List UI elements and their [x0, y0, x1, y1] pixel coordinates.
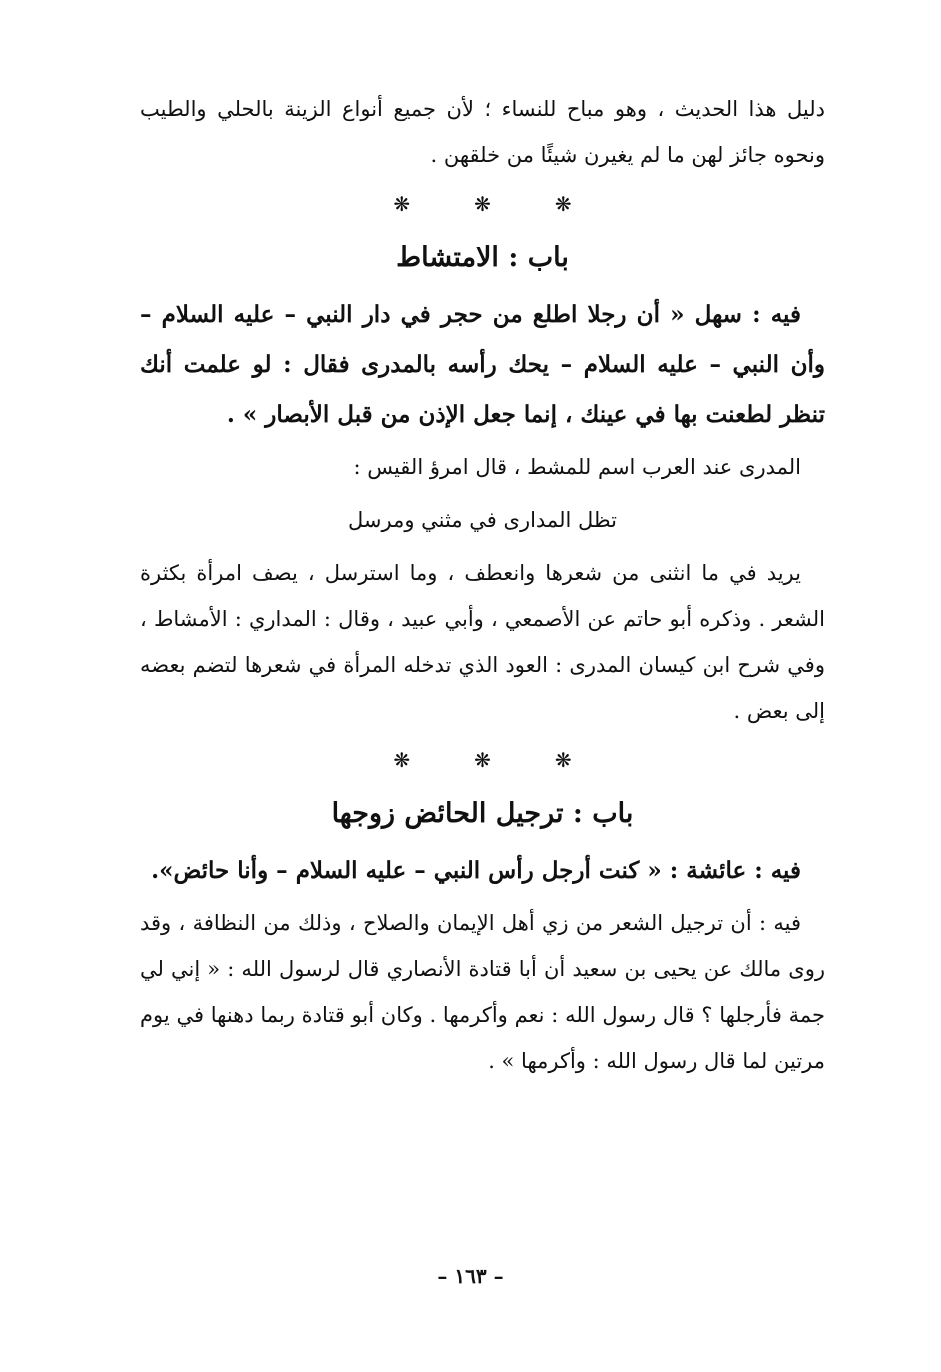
commentary-paragraph: المدرى عند العرب اسم للمشط ، قال امرؤ القيس :: [353, 455, 801, 479]
section-heading-hair-grooming: باب : ترجيل الحائض زوجها: [331, 798, 634, 829]
hadith-text: فيه : عائشة : « كنت أرجل رأس النبي – عليه السلام – وأنا حائض».: [151, 857, 801, 884]
star-ornament: ❋: [474, 748, 491, 772]
section-separator: [140, 184, 825, 224]
book-page: [140, 86, 825, 1316]
star-ornament: ❋: [554, 748, 572, 772]
star-ornament: ❋: [393, 748, 411, 772]
section-heading-combing: باب : الامتشاط: [396, 242, 569, 273]
commentary-paragraph: يريد في ما انثنى من شعرها وانعطف ، وما استرسل ، يصف امرأة بكثرة الشعر . وذكره أبو حاتم عن الأصمعي ، وأبي عبيد ، وقال : المداري : الأمشاط ، وفي شرح ابن كيسان المدرى : العود الذي تدخله المرأة في شعرها لتضم بعضه إلى بعض .: [140, 561, 825, 723]
section-separator: [140, 740, 825, 780]
star-ornament: ❋: [474, 192, 491, 216]
page-number: – ١٦٣ –: [437, 1264, 504, 1288]
star-ornament: ❋: [393, 192, 411, 216]
commentary-paragraph: فيه : أن ترجيل الشعر من زي أهل الإيمان والصلاح ، وذلك من النظافة ، وقد روى مالك عن يحيى بن سعيد أن أبا قتادة الأنصاري قال لرسول الله : « إني لي جمة فأرجلها ؟ قال رسول الله : نعم وأكرمها . وكان أبو قتادة ربما دهنها في يوم مرتين لما قال رسول الله : وأكرمها » .: [140, 911, 825, 1073]
hadith-text: فيه : سهل « أن رجلا اطلع من حجر في دار النبي – عليه السلام – وأن النبي – عليه السلام – يحك رأسه بالمدرى فقال : لو علمت أنك تنظر لطعنت بها في عينك ، إنما جعل الإذن من قبل الأبصار » .: [140, 301, 825, 428]
poetry-verse: تظل المدارى في مثني ومرسل: [348, 508, 617, 532]
intro-paragraph: دليل هذا الحديث ، وهو مباح للنساء ؛ لأن جميع أنواع الزينة بالحلي والطيب ونحوه جائز لهن ما لم يغيرن شيئًا من خلقهن .: [140, 97, 825, 167]
star-ornament: ❋: [554, 192, 572, 216]
